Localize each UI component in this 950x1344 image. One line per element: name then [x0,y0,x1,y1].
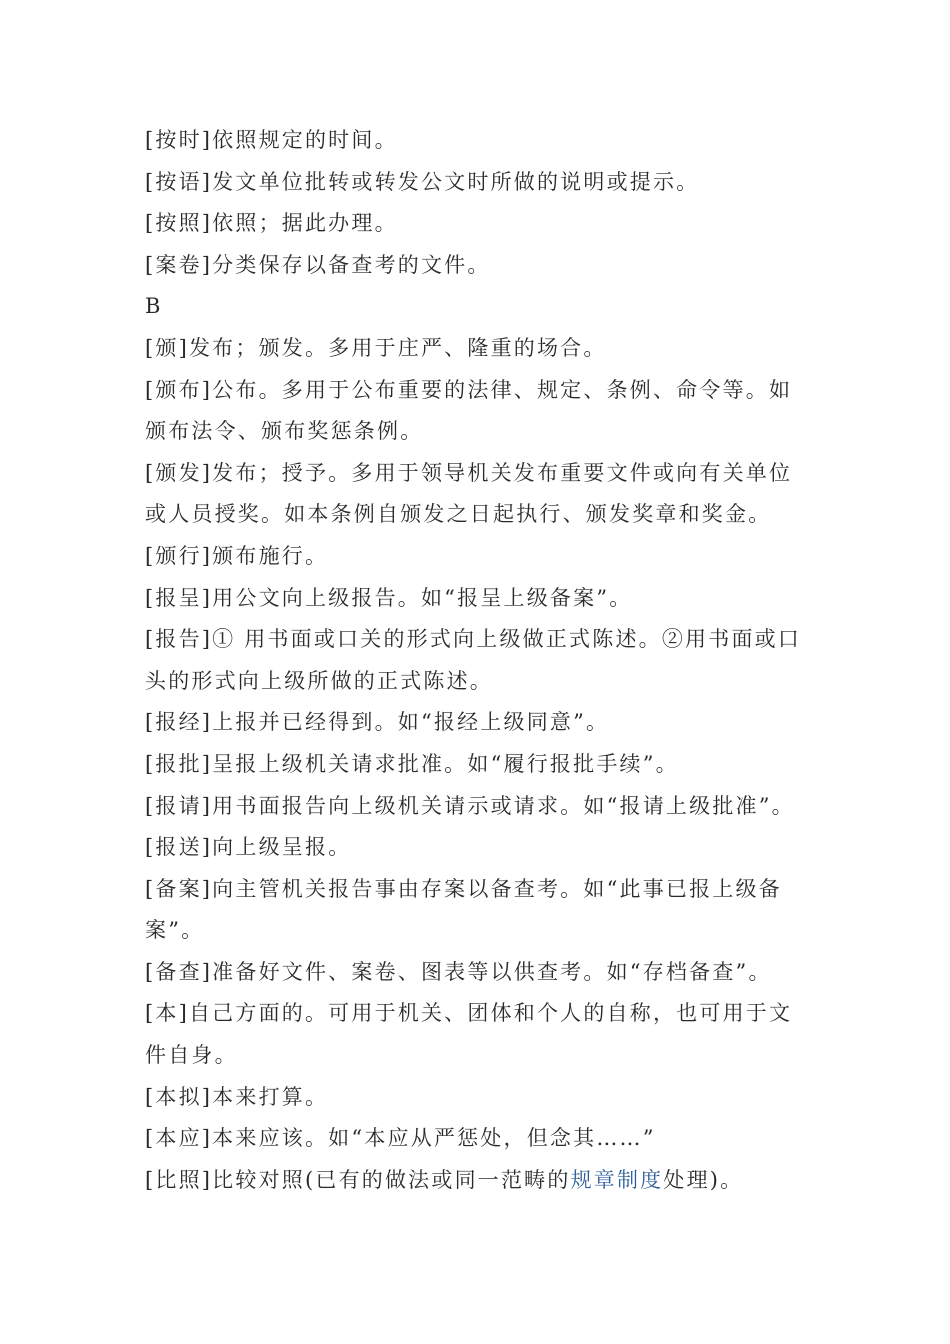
text-line: [本]自己方面的。可用于机关、团体和个人的自称，也可用于文 [145,1001,793,1026]
text-line: [颁行]颁布施行。 [145,543,329,568]
section-letter: B [145,294,163,319]
text-line: [颁发]发布；授予。多用于领导机关发布重要文件或向有关单位 [145,460,793,485]
text-line: [按语]发文单位批转或转发公文时所做的说明或提示。 [145,169,700,194]
text-line: [按时]依照规定的时间。 [145,128,398,152]
text-line: 或人员授奖。如本条例自颁发之日起执行、颁发奖章和奖金。 [145,502,772,527]
text-line: [本拟]本来打算。 [145,1084,329,1109]
text-line: [颁]发布；颁发。多用于庄严、隆重的场合。 [145,335,607,360]
text-line: 案”。 [145,918,205,943]
text-line: [备查]准备好文件、案卷、图表等以供查考。如“存档备查”。 [145,959,772,984]
last-line-text-before: [比照]比较对照(已有的做法或同一范畴的 [145,1167,571,1192]
text-line: [报经]上报并已经得到。如“报经上级同意”。 [145,710,610,735]
last-line-text-after: 处理)。 [663,1167,744,1192]
text-line: [本应]本来应该。如“本应从严惩处，但念其……” [145,1126,656,1151]
text-line: [报请]用书面报告向上级机关请示或请求。如“报请上级批准”。 [145,793,795,818]
text-line: [报告]① 用书面或口关的形式向上级做正式陈述。②用书面或口 [145,627,802,652]
text-line: 头的形式向上级所做的正式陈述。 [145,668,493,693]
text-line: [报呈]用公文向上级报告。如“报呈上级备案”。 [145,585,633,610]
document-body [145,120,810,1201]
text-line: [颁布]公布。多用于公布重要的法律、规定、条例、命令等。如 [145,377,793,402]
text-line: [案卷]分类保存以备查考的文件。 [145,252,491,277]
text-line: 颁布法令、颁布奖惩条例。 [145,419,424,444]
text-line: 件自身。 [145,1043,238,1068]
text-line-with-link [145,1160,810,1202]
text-line: [按照]依照；据此办理。 [145,211,398,236]
text-line: [备案]向主管机关报告事由存案以备查考。如“此事已报上级备 [145,876,782,901]
text-line: [报批]呈报上级机关请求批准。如“履行报批手续”。 [145,751,679,776]
regulations-link[interactable]: 规章制度 [570,1167,664,1192]
text-line: [报送]向上级呈报。 [145,835,352,860]
